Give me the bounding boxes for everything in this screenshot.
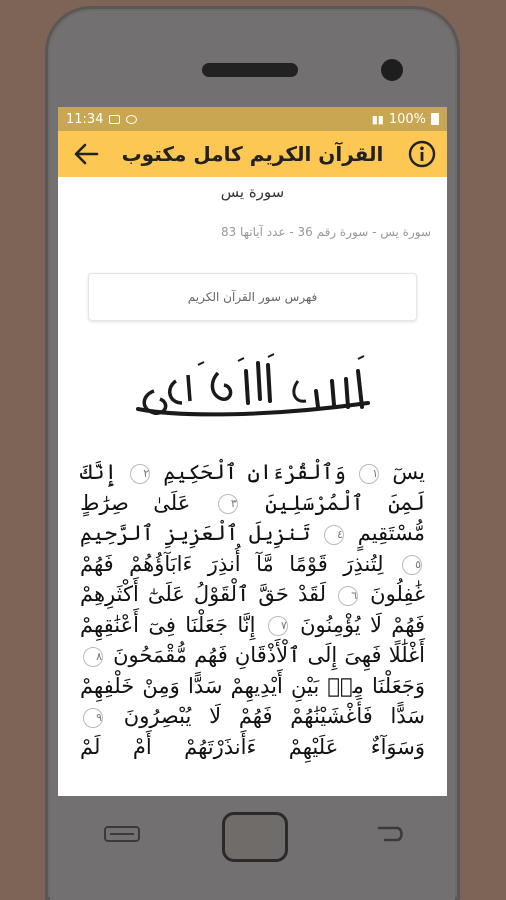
verse-number-marker: ٢ [130,464,150,484]
back-button[interactable] [68,136,104,172]
verse-text: تَنزِيلَ ٱلْعَزِيزِ ٱلرَّحِيمِ [80,521,311,545]
menu-key[interactable] [104,826,140,842]
verse-text: عَلَىٰ صِرَٰطٍ مُّسْتَقِيمٍ [80,490,425,545]
speaker-grille [202,63,298,77]
info-button[interactable] [407,139,437,169]
basmala-calligraphy [74,351,431,431]
front-camera [381,59,403,81]
home-button[interactable] [222,812,288,862]
battery-level: 100% [388,111,426,127]
surah-title: سورة يس [220,183,285,201]
back-key[interactable] [375,824,405,844]
verse-number-marker: ٦ [338,586,358,606]
menu-icon [104,826,140,842]
signal-icon: ▮▮ [371,112,384,126]
verse-number-marker: ٥ [402,555,422,575]
app-bar [58,131,447,177]
verse-text: يسٓ [382,460,425,484]
verse-number-marker: ٧ [268,616,288,636]
verse-number-marker: ٣ [218,494,238,514]
app-notification-icon [126,115,137,124]
surah-meta: سورة يس - سورة رقم 36 - عدد آياتها 83 [220,225,431,239]
verse-number-marker: ٩ [83,708,103,728]
info-icon [408,140,436,168]
surah-content [58,183,447,762]
verse-text: وَسَوَآءٌ عَلَيْهِمْ ءَأَنذَرْتَهُمْ أَمْ لَمْ [80,734,425,759]
verse-text: وَٱلْقُرْءَانِ ٱلْحَكِيمِ [153,460,346,484]
app-screen [58,107,447,796]
surah-index-button[interactable]: فهرس سور القرآن الكريم [88,273,417,321]
return-icon [375,824,405,844]
verse-text: إِنَّكَ لَمِنَ ٱلْمُرْسَلِينَ [80,460,425,515]
clock: 11:34 [66,111,104,127]
verse-text: إِنَّا جَعَلْنَا فِىٓ أَعْنَٰقِهِمْ أَغْلَٰلًا فَهِىَ إِلَى ٱلْأَذْقَانِ فَهُم مُّقْمَحُونَ [80,612,425,667]
page-title: القرآن الكريم كامل مكتوب [121,142,384,166]
battery-icon [431,113,439,125]
verse-number-marker: ١ [359,464,379,484]
basmala-image [118,351,388,431]
status-bar [58,107,447,131]
verse-text: لِتُنذِرَ قَوْمًا مَّآ أُنذِرَ ءَابَآؤُهُمْ فَهُمْ غَٰفِلُونَ [80,551,426,606]
arrow-back-icon [73,143,99,165]
verse-text: وَجَعَلْنَا مِنۢ بَيْنِ أَيْدِيهِمْ سَدًّا وَمِنْ خَلْفِهِمْ سَدًّا فَأَغْشَيْنَٰهُمْ فَهُمْ لَا يُبْصِرُونَ [80,673,425,728]
verse-number-marker: ٨ [83,647,103,667]
image-notification-icon [109,115,120,124]
verse-number-marker: ٤ [324,525,344,545]
verse-text: لَقَدْ حَقَّ ٱلْقَوْلُ عَلَىٰٓ أَكْثَرِهِمْ فَهُمْ لَا يُؤْمِنُونَ [80,582,425,637]
verses-block [74,457,431,762]
